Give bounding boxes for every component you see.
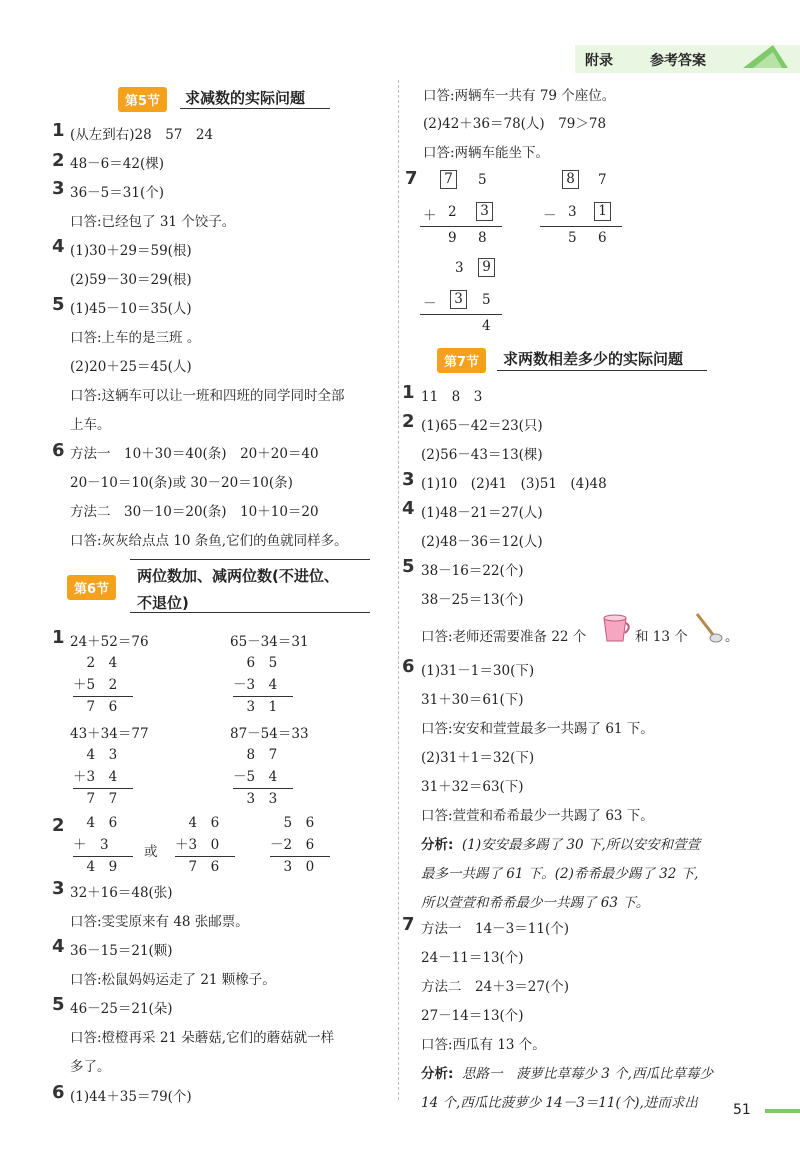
vertical-calc bbox=[233, 744, 277, 810]
footer-bar bbox=[765, 1109, 800, 1113]
answer-text: 口答:橙橙再采 21 朵蘑菇,它们的蘑菇就一样 bbox=[70, 1030, 335, 1046]
q-number: 2 bbox=[52, 150, 65, 171]
boxed-digit: 1 bbox=[594, 202, 611, 221]
answer-text: 口答:西瓜有 13 个。 bbox=[421, 1037, 546, 1053]
calc-line bbox=[540, 226, 622, 227]
vertical-calc bbox=[73, 652, 117, 718]
calc-line bbox=[73, 856, 133, 857]
operator: ＋ bbox=[423, 208, 437, 224]
digit: 5 bbox=[478, 172, 487, 188]
calc-row: 3 1 bbox=[233, 699, 278, 715]
calc-row: －3 4 bbox=[233, 677, 278, 693]
answer-text: (2)56－43＝13(棵) bbox=[421, 447, 543, 463]
q-number: 3 bbox=[52, 878, 65, 899]
boxed-digit: 3 bbox=[450, 290, 467, 309]
cup-icon bbox=[600, 612, 632, 644]
q-number: 2 bbox=[52, 815, 65, 836]
section6-badge: 第6节 bbox=[67, 575, 116, 600]
calc-line bbox=[233, 788, 293, 789]
digit: 3 bbox=[568, 204, 577, 220]
section5-underline bbox=[180, 108, 330, 109]
vertical-calc bbox=[73, 812, 117, 878]
digit: 6 bbox=[598, 230, 607, 246]
digit: 9 bbox=[448, 230, 457, 246]
calc-row: －5 4 bbox=[233, 769, 278, 785]
calc-row: 8 7 bbox=[233, 747, 278, 763]
answer-text: 上车。 bbox=[70, 417, 111, 433]
vertical-calc bbox=[175, 812, 219, 878]
answer-text: 31＋30＝61(下) bbox=[421, 692, 524, 708]
answer-text: 87－54＝33 bbox=[230, 726, 309, 742]
q-number: 1 bbox=[402, 382, 415, 403]
answer-text: 口答:已经包了 31 个饺子。 bbox=[70, 214, 236, 230]
digit: 7 bbox=[598, 172, 607, 188]
boxed-digit: 3 bbox=[476, 202, 493, 221]
answer-text: 65－34＝31 bbox=[230, 634, 309, 650]
calc-row: 4 9 bbox=[73, 859, 118, 875]
digit: 8 bbox=[478, 230, 487, 246]
answer-text: 43＋34＝77 bbox=[70, 726, 149, 742]
answer-text: (2)48－36＝12(人) bbox=[421, 534, 543, 550]
analysis-text: 思路一 菠萝比草莓少 3 个,西瓜比草莓少 bbox=[462, 1066, 713, 1082]
answer-text: 27－14＝13(个) bbox=[421, 1008, 524, 1024]
vertical-calc bbox=[233, 652, 277, 718]
calc-row: 4 6 bbox=[73, 815, 118, 831]
q-number: 5 bbox=[52, 994, 65, 1015]
calc-row: －2 6 bbox=[270, 837, 315, 853]
section7-underline bbox=[497, 370, 707, 371]
calc-row: 4 6 bbox=[175, 815, 220, 831]
answer-text: 方法二 30－10＝20(条) 10＋10＝20 bbox=[70, 504, 319, 520]
answer-text: 多了。 bbox=[70, 1059, 111, 1075]
section6-topline bbox=[130, 559, 370, 560]
answer-text: (2)42＋36＝78(人) 79＞78 bbox=[423, 116, 607, 132]
operator: － bbox=[423, 296, 437, 312]
analysis-text: 所以萱萱和希希最少一共踢了 63 下。 bbox=[421, 895, 650, 911]
digit: 4 bbox=[482, 318, 491, 334]
answer-text: (1)45－10＝35(人) bbox=[70, 301, 192, 317]
q-number: 5 bbox=[402, 556, 415, 577]
answer-text: 48－6＝42(棵) bbox=[70, 156, 164, 172]
digit: 5 bbox=[482, 292, 491, 308]
calc-line bbox=[233, 696, 293, 697]
calc-line bbox=[270, 856, 330, 857]
answer-text: 和 13 个 bbox=[635, 629, 688, 645]
answer-text: (1)44＋35＝79(个) bbox=[70, 1089, 192, 1105]
calc-row: 4 3 bbox=[73, 747, 118, 763]
analysis-text: 14 个,西瓜比菠萝少 14－3＝11(个),进而求出 bbox=[421, 1095, 698, 1111]
answer-text: (2)31＋1＝32(下) bbox=[421, 750, 535, 766]
calc-row: ＋3 4 bbox=[73, 769, 118, 785]
calc-line bbox=[73, 788, 133, 789]
answer-text: 方法一 14－3＝11(个) bbox=[421, 921, 569, 937]
section6-title-line1: 两位数加、减两位数(不进位、 bbox=[137, 567, 339, 585]
calc-row: 3 0 bbox=[270, 859, 315, 875]
section7-badge: 第7节 bbox=[437, 348, 486, 373]
answer-text: 口答:两辆车一共有 79 个座位。 bbox=[423, 88, 616, 104]
q-number: 7 bbox=[405, 168, 418, 189]
answer-text: (2)59－30＝29(根) bbox=[70, 272, 192, 288]
q-number: 7 bbox=[402, 914, 415, 935]
answer-text: 口答:雯雯原来有 48 张邮票。 bbox=[70, 914, 249, 930]
answer-text: 38－25＝13(个) bbox=[421, 592, 524, 608]
digit: 2 bbox=[448, 204, 457, 220]
answer-text: 口答:安安和萱萱最多一共踢了 61 下。 bbox=[421, 721, 654, 737]
vertical-calc bbox=[270, 812, 314, 878]
answer-text: 46－25＝21(朵) bbox=[70, 1001, 173, 1017]
q-number: 3 bbox=[402, 469, 415, 490]
analysis-label: 分析: bbox=[421, 837, 454, 853]
q-number: 6 bbox=[52, 1082, 65, 1103]
calc-row: 2 4 bbox=[73, 655, 118, 671]
boxed-digit: 9 bbox=[478, 258, 495, 277]
digit: 5 bbox=[568, 230, 577, 246]
q-number: 2 bbox=[402, 411, 415, 432]
q-number: 3 bbox=[52, 178, 65, 199]
digit: 3 bbox=[455, 260, 464, 276]
page-number: 51 bbox=[733, 1102, 751, 1118]
answer-text: 36－5＝31(个) bbox=[70, 185, 164, 201]
answer-text: 方法二 24＋3＝27(个) bbox=[421, 979, 569, 995]
answer-text: 口答:这辆车可以让一班和四班的同学同时全部 bbox=[70, 388, 345, 404]
answer-text: 口答:松鼠妈妈运走了 21 颗橡子。 bbox=[70, 972, 276, 988]
answer-text: (1)31－1＝30(下) bbox=[421, 663, 535, 679]
answer-text: 11 8 3 bbox=[421, 389, 483, 405]
section5-badge: 第5节 bbox=[118, 87, 167, 112]
header-appendix: 附录 bbox=[585, 53, 613, 69]
calc-line bbox=[175, 856, 235, 857]
answer-text: 38－16＝22(个) bbox=[421, 563, 524, 579]
answer-text: 口答:灰灰给点点 10 条鱼,它们的鱼就同样多。 bbox=[70, 533, 348, 549]
calc-row: ＋ 3 bbox=[73, 837, 109, 853]
answer-text: 32＋16＝48(张) bbox=[70, 885, 173, 901]
answer-text: 36－15＝21(颗) bbox=[70, 943, 173, 959]
q-number: 4 bbox=[52, 936, 65, 957]
answer-text: 31＋32＝63(下) bbox=[421, 779, 524, 795]
answer-text: (2)20＋25＝45(人) bbox=[70, 359, 192, 375]
q-number: 4 bbox=[402, 498, 415, 519]
answer-text: 方法一 10＋30＝40(条) 20＋20＝40 bbox=[70, 446, 319, 462]
q-number: 5 bbox=[52, 294, 65, 315]
q-number: 1 bbox=[52, 627, 65, 648]
section5-title: 求减数的实际问题 bbox=[185, 89, 306, 107]
answer-text: 24－11＝13(个) bbox=[421, 950, 524, 966]
or-text: 或 bbox=[144, 844, 158, 860]
answer-text: (1)65－42＝23(只) bbox=[421, 418, 543, 434]
analysis-text: (1)安安最多踢了 30 下,所以安安和萱萱 bbox=[462, 837, 701, 853]
answer-text: 20－10＝10(条)或 30－20＝10(条) bbox=[70, 475, 293, 491]
calc-row: 5 6 bbox=[270, 815, 315, 831]
answer-text: 口答:上车的是三班 。 bbox=[70, 330, 201, 346]
section6-underline bbox=[130, 612, 370, 613]
answer-text: 。 bbox=[725, 629, 739, 645]
header-decoration-icon bbox=[738, 40, 793, 72]
calc-line bbox=[73, 696, 133, 697]
answer-text: 24＋52＝76 bbox=[70, 634, 149, 650]
vertical-calc bbox=[73, 744, 117, 810]
boxed-digit: 8 bbox=[562, 170, 579, 189]
calc-row: 7 6 bbox=[73, 699, 118, 715]
section7-title: 求两数相差多少的实际问题 bbox=[503, 350, 684, 368]
calc-line bbox=[420, 226, 502, 227]
header-answers: 参考答案 bbox=[650, 53, 706, 69]
q-number: 1 bbox=[52, 120, 65, 141]
answer-text: 口答:两辆车能坐下。 bbox=[423, 145, 550, 161]
spoon-icon bbox=[692, 610, 726, 646]
answer-text: 口答:萱萱和希希最少一共踢了 63 下。 bbox=[421, 808, 654, 824]
calc-row: 7 7 bbox=[73, 791, 118, 807]
answer-text: (1)10 (2)41 (3)51 (4)48 bbox=[421, 476, 607, 492]
calc-row: ＋3 0 bbox=[175, 837, 220, 853]
operator: － bbox=[543, 208, 557, 224]
analysis-label: 分析: bbox=[421, 1066, 454, 1082]
q-number: 6 bbox=[52, 440, 65, 461]
calc-row: 6 5 bbox=[233, 655, 278, 671]
calc-line bbox=[420, 314, 502, 315]
boxed-digit: 7 bbox=[440, 170, 457, 189]
q-number: 6 bbox=[402, 656, 415, 677]
column-divider bbox=[398, 80, 400, 1100]
q-number: 4 bbox=[52, 236, 65, 257]
calc-row: 3 3 bbox=[233, 791, 278, 807]
answer-text: (1)48－21＝27(人) bbox=[421, 505, 543, 521]
calc-row: 7 6 bbox=[175, 859, 220, 875]
analysis-text: 最多一共踢了 61 下。(2)希希最少踢了 32 下, bbox=[421, 866, 699, 882]
calc-row: ＋5 2 bbox=[73, 677, 118, 693]
answer-text: 口答:老师还需要准备 22 个 bbox=[421, 629, 587, 645]
answer-text: (1)30＋29＝59(根) bbox=[70, 243, 192, 259]
answer-text: (从左到右)28 57 24 bbox=[70, 127, 214, 143]
section6-title-line2: 不退位) bbox=[137, 594, 189, 612]
